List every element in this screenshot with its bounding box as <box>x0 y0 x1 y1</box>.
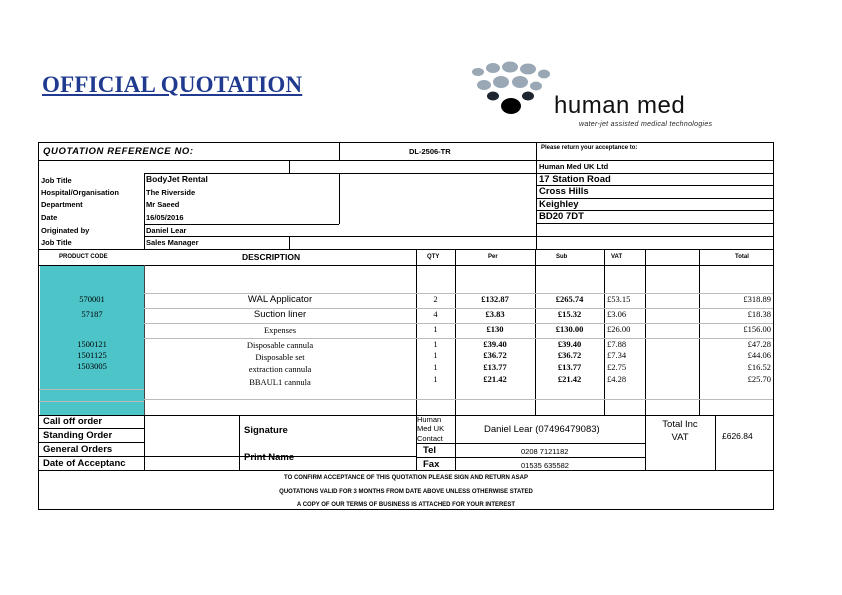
footer-note: QUOTATIONS VALID FOR 3 MONTHS FROM DATE ABOVE UNLESS OTHERWISE STATED <box>279 489 533 495</box>
return-address-line: Keighley <box>539 199 579 210</box>
item-code: 570001 <box>79 294 105 304</box>
item-code: 1503005 <box>77 361 107 371</box>
item-total: £18.38 <box>747 309 771 319</box>
order-label: Date of Acceptanc <box>43 458 126 469</box>
item-total: £16.52 <box>747 362 771 372</box>
total-inc-vat-label: Total Inc <box>662 419 698 430</box>
item-per: £3.83 <box>485 309 505 319</box>
return-address-line: 17 Station Road <box>539 174 611 185</box>
item-description: Disposable cannula <box>246 340 314 350</box>
detail-label: Originated by <box>41 226 90 235</box>
order-label: Standing Order <box>43 430 113 441</box>
item-description: Expenses <box>263 325 297 335</box>
brand-tagline: water-jet assisted medical technologies <box>579 121 713 128</box>
item-qty: 4 <box>433 309 438 319</box>
item-description: BBAUL1 cannula <box>249 377 311 387</box>
column-header-qty: QTY <box>427 254 440 260</box>
item-total: £318.89 <box>743 294 771 304</box>
quotation-form <box>38 142 774 510</box>
item-code: 1500121 <box>77 339 107 349</box>
return-label: Please return your acceptance to: <box>541 145 638 151</box>
print-name-label: Print Name <box>244 452 295 463</box>
column-header-per: Per <box>488 254 498 260</box>
item-description: Disposable set <box>255 352 305 362</box>
footer-note: TO CONFIRM ACCEPTANCE OF THIS QUOTATION PLEASE SIGN AND RETURN ASAP <box>284 475 528 481</box>
item-sub: £39.40 <box>557 339 582 349</box>
item-qty: 2 <box>433 294 438 304</box>
return-address-line: BD20 7DT <box>539 211 584 222</box>
item-per: £132.87 <box>481 294 509 304</box>
column-header-total: Total <box>735 254 749 260</box>
item-per: £39.40 <box>483 339 507 349</box>
item-vat: £7.88 <box>607 339 627 349</box>
item-code: 57187 <box>81 309 103 319</box>
item-total: £44.06 <box>747 350 771 360</box>
item-per: £130 <box>486 324 504 334</box>
item-total: £47.28 <box>747 339 771 349</box>
return-address-line: Cross Hills <box>539 186 589 197</box>
item-vat: £3.06 <box>607 309 627 319</box>
hospital-value: The Riverside <box>146 188 196 197</box>
item-code: 1501125 <box>77 350 107 360</box>
detail-label: Job Title <box>41 176 72 185</box>
page-title: OFFICIAL QUOTATION <box>42 72 303 97</box>
item-sub: £130.00 <box>555 324 584 334</box>
detail-label: Date <box>41 213 58 222</box>
detail-label: Job Title <box>41 238 72 247</box>
job-title-value: BodyJet Rental <box>146 174 208 184</box>
detail-label: Hospital/Organisation <box>41 188 119 197</box>
item-vat: £2.75 <box>607 362 627 372</box>
item-vat: £53.15 <box>607 294 631 304</box>
item-vat: £4.28 <box>607 374 627 384</box>
item-qty: 1 <box>433 374 438 384</box>
item-per: £21.42 <box>483 374 507 384</box>
item-description: Suction liner <box>253 309 307 320</box>
item-qty: 1 <box>433 362 438 372</box>
department-value: Mr Saeed <box>146 200 180 209</box>
reference-number: DL-2506-TR <box>409 147 451 156</box>
signature-label: Signature <box>244 425 288 436</box>
originator-value: Daniel Lear <box>146 226 187 235</box>
column-header-vat: VAT <box>611 254 623 260</box>
footer-note: A COPY OF OUR TERMS OF BUSINESS IS ATTACHED FOR YOUR INTEREST <box>296 502 516 508</box>
date-value: 16/05/2016 <box>146 213 184 222</box>
item-sub: £15.32 <box>557 309 582 319</box>
item-qty: 1 <box>433 339 438 349</box>
fax-number: 01535 635582 <box>521 461 569 470</box>
item-total: £156.00 <box>743 324 771 334</box>
order-label: General Orders <box>43 444 113 455</box>
column-header-code: PRODUCT CODE <box>59 254 108 260</box>
item-sub: £265.74 <box>555 294 584 304</box>
brand-name: human med <box>554 92 686 119</box>
reference-label: QUOTATION REFERENCE NO: <box>43 146 194 157</box>
total-inc-vat-value: £626.84 <box>722 431 753 441</box>
item-description: WAL Applicator <box>247 294 313 305</box>
originator-title-value: Sales Manager <box>146 238 199 247</box>
contact-name: Daniel Lear (07496479083) <box>484 424 600 435</box>
order-label: Call off order <box>43 416 103 427</box>
contact-label: Human Med UK Contact <box>417 415 445 443</box>
item-vat: £26.00 <box>607 324 631 334</box>
item-qty: 1 <box>433 324 438 334</box>
column-header-description: DESCRIPTION <box>242 252 301 262</box>
tel-number: 0208 7121182 <box>521 447 569 456</box>
return-address-line: Human Med UK Ltd <box>539 162 609 171</box>
item-sub: £21.42 <box>557 374 582 384</box>
item-per: £13.77 <box>483 362 507 372</box>
tel-label: Tel <box>423 445 437 456</box>
fax-label: Fax <box>423 459 440 470</box>
item-sub: £13.77 <box>557 362 582 372</box>
item-sub: £36.72 <box>557 350 582 360</box>
item-total: £25.70 <box>747 374 771 384</box>
column-header-sub: Sub <box>556 254 568 260</box>
detail-label: Department <box>41 200 83 209</box>
item-per: £36.72 <box>483 350 507 360</box>
item-qty: 1 <box>433 350 438 360</box>
item-vat: £7.34 <box>607 350 627 360</box>
item-description: extraction cannula <box>248 364 312 374</box>
total-inc-vat-label: VAT <box>671 432 689 443</box>
